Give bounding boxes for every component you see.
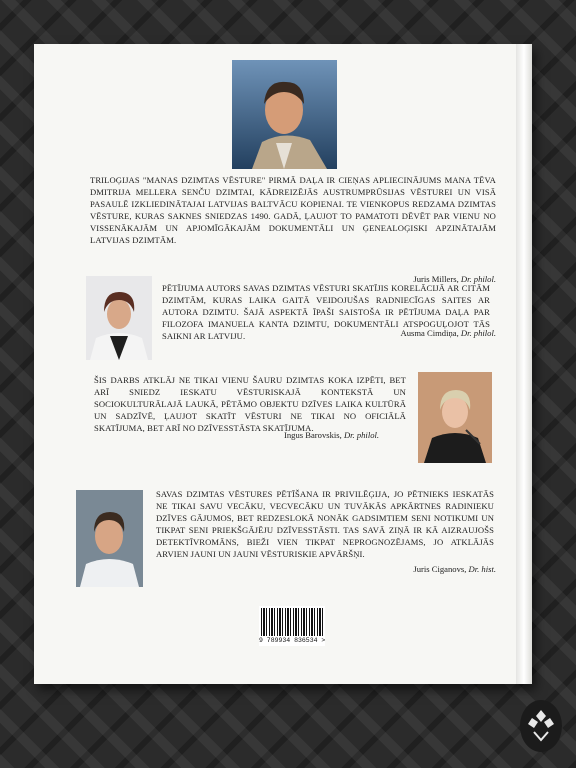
quote-4-author: Juris Ciganovs, bbox=[413, 564, 467, 574]
quote-2-signature bbox=[400, 328, 496, 338]
isbn-barcode bbox=[259, 606, 325, 646]
quote-4-degree: Dr. hist. bbox=[468, 564, 496, 574]
quote-4-signature bbox=[413, 564, 496, 574]
quote-4-text: SAVAS DZIMTAS VĒSTURES PĒTĪŠANA IR PRIVILĒĢIJA, JO PĒTNIEKS IESKATĀS NE TIKAI SAVU VECĀKU, VECVECĀKU UN TUVĀKĀS APKĀRTNES RADINIEKU DZĪVES GĀJUMOS, BET REDZESLOKĀ NONĀK GADSIMTIEM SENI NOTIKUMI UN TIKPAT SENI PRIEKŠGĀJĒJU DZĪVESSTĀSTI. TAS SAVĀ ZIŅĀ IR KĀ AIZRAUJOŠS DETEKTĪVROMĀNS, BIEŽI VIEN TIKPAT NEPROGNOZĒJAMS, JO ATKLĀJĀS ARVIEN JAUNI UN JAUNI VĒSTURISKIE APVĀRŠŅI. bbox=[156, 489, 494, 559]
quote-3-signature bbox=[284, 430, 379, 440]
quote-3-text: ŠIS DARBS ATKLĀJ NE TIKAI VIENU ŠAURU DZIMTAS KOKA IZPĒTI, BET ARĪ SNIEDZ IESKATU VĒSTURISKAJĀ KONTEKSTĀ UN SOCIOKULTURĀLAJĀ LAUKĀ, PĒTĀMO OBJEKTU DZĪVES LAIKA KULTŪRĀ UN SADZĪVĒ, ĻAUJOT SKATĪT VĒSTURI NE TIKAI NO OFICIĀLĀ SKATĪJUMA, BET ARĪ NO DZĪVESSTĀSTA SKATĪJUMA. bbox=[94, 375, 406, 433]
quote-2-text: PĒTĪJUMA AUTORS SAVAS DZIMTAS VĒSTURI SKATĪJIS KORELĀCIJĀ AR CITĀM DZIMTĀM, KURAS LAIKA GAITĀ VEIDOJUŠAS RADNIECĪGAS SAITES AR AUTORA DZIMTU. ŠAJĀ ASPEKTĀ ĪPAŠI SAISTOŠA IR PĒTĪJUMA DAĻA PAR FILOZOFA IMANUELA KANTA DZIMTU, DOKUMENTĀLI ATSPOGUĻOJOT TĀS SAIKNI AR LATVIJU. bbox=[162, 283, 490, 341]
quote-2-degree: Dr. philol. bbox=[460, 328, 496, 338]
quote-1-degree: Dr. philol. bbox=[460, 274, 496, 284]
isbn-number: 9 789934 836534 > bbox=[259, 637, 326, 644]
quote-1-text: TRILOĢIJAS "MANAS DZIMTAS VĒSTURE" PIRMĀ DAĻA IR CIEŅAS APLIECINĀJUMS MANA TĒVA DMITRIJA MELLERA SENČU DZIMTAI, KĀDREIZĒJĀS AUSTRUMPRŪSIJAS VĒSTUREI UN VISĀ PASAULĒ IZKLIEDINĀTAJAI LATVIJAS BALTVĀCU KOPIENAI. TE VIENKOPUS REDZAMA DZIMTAS VĒSTURE, KURAS SAKNES SNIEDZAS 1490. GADĀ, ĻAUJOT TO PAMATOTI DĒVĒT PAR VIENU NO VISSENĀKAJĀM UN APJOMĪGĀKAJĀM DOKUMENTĀLI UN ĢENEALOĢISKI APZINĀTAJĀM LATVIJAS DZIMTĀM. bbox=[90, 175, 496, 245]
author-photo-3 bbox=[418, 372, 492, 463]
quote-1-author: Juris Millers, bbox=[413, 274, 459, 284]
author-photo-2 bbox=[86, 276, 152, 360]
quote-3-author: Ingus Barovskis, bbox=[284, 430, 342, 440]
quote-3-degree: Dr. philol. bbox=[343, 430, 380, 440]
book-back-cover bbox=[34, 44, 532, 684]
quote-2-author: Ausma Cimdiņa, bbox=[400, 328, 459, 338]
author-photo-1 bbox=[232, 60, 337, 169]
book-spine bbox=[516, 44, 532, 684]
author-photo-4 bbox=[76, 490, 143, 587]
barcode-bars bbox=[261, 608, 323, 636]
corner-logo-icon bbox=[520, 700, 562, 752]
